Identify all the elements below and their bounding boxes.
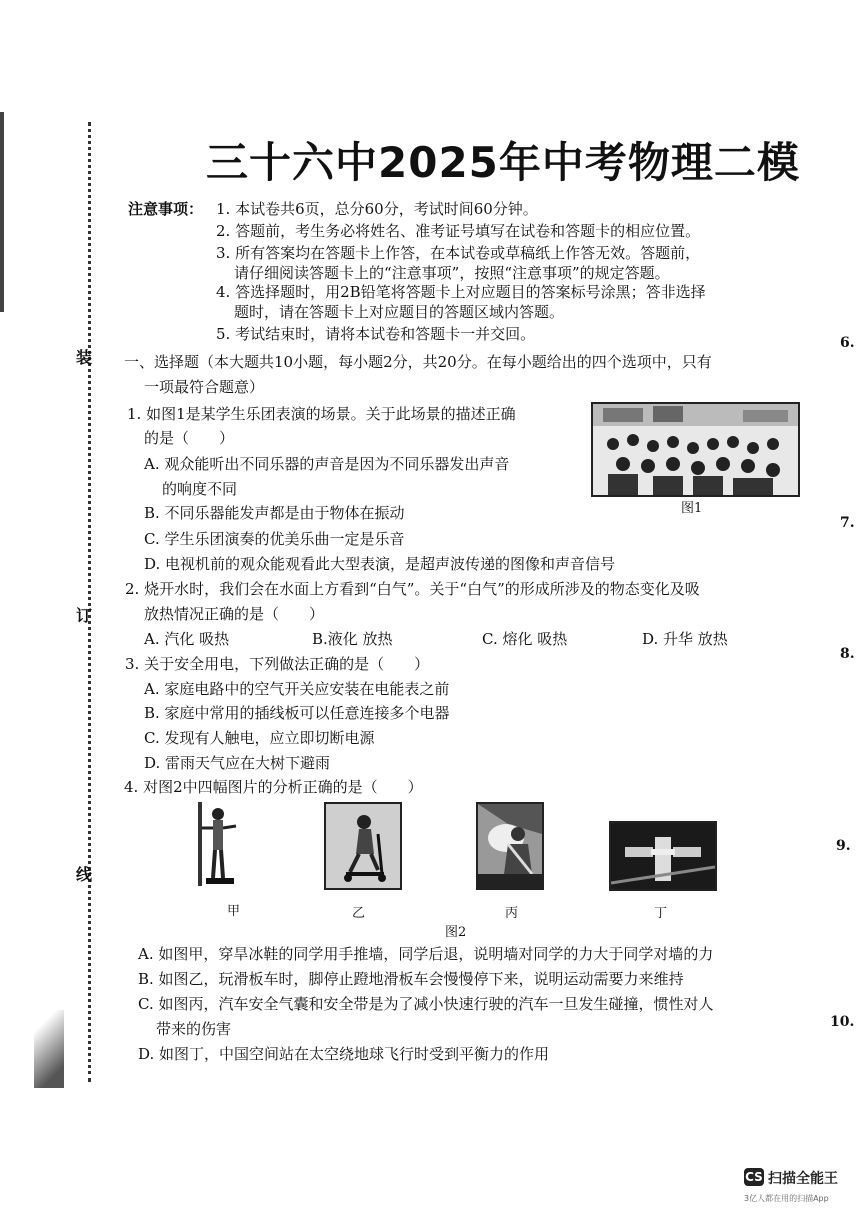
figure-2-caption: 图2 bbox=[445, 925, 467, 940]
watermark-app-name: 扫描全能王 bbox=[768, 1171, 838, 1187]
right-question-6: 6. bbox=[840, 335, 855, 351]
notice-item-1: 1. 本试卷共6页，总分60分，考试时间60分钟。 bbox=[216, 200, 538, 218]
left-edge-stripe bbox=[0, 112, 4, 312]
figure-2-label-jia: 甲 bbox=[227, 904, 241, 919]
notice-item-5: 5. 考试结束时，请将本试卷和答题卡一并交回。 bbox=[216, 325, 536, 343]
notice-label: 注意事项： bbox=[128, 200, 204, 218]
space-station-illustration bbox=[611, 823, 715, 889]
q1-stem-cont: 的是（ ） bbox=[144, 429, 235, 447]
q2-option-b: B.液化 放热 bbox=[312, 630, 393, 648]
orchestra-illustration bbox=[593, 404, 798, 495]
q4-option-a: A. 如图甲，穿旱冰鞋的同学用手推墙，同学后退，说明墙对同学的力大于同学对墙的力 bbox=[138, 945, 714, 963]
watermark-tagline: 3亿人都在用的扫描App bbox=[744, 1194, 829, 1203]
figure-2-jia-image bbox=[198, 802, 242, 886]
binding-dotted-line bbox=[88, 122, 91, 1082]
right-question-7: 7. bbox=[840, 515, 855, 531]
figure-2-bing-image bbox=[476, 802, 544, 890]
gutter-ding: 订 bbox=[76, 606, 93, 625]
figure-2-label-yi: 乙 bbox=[352, 906, 366, 921]
figure-1-caption: 图1 bbox=[681, 501, 703, 516]
q2-option-a: A. 汽化 吸热 bbox=[144, 630, 230, 648]
q4-option-b: B. 如图乙，玩滑板车时，脚停止蹬地滑板车会慢慢停下来，说明运动需要力来维持 bbox=[138, 970, 684, 988]
page-title: 三十六中2025年中考物理二模 bbox=[206, 138, 800, 187]
notice-item-3: 3. 所有答案均在答题卡上作答，在本试卷或草稿纸上作答无效。答题前， bbox=[216, 244, 701, 262]
q4-stem: 4. 对图2中四幅图片的分析正确的是（ ） bbox=[124, 778, 423, 796]
skater-pushing-wall-illustration bbox=[198, 802, 242, 886]
q2-stem-cont: 放热情况正确的是（ ） bbox=[144, 605, 325, 623]
airbag-seatbelt-illustration bbox=[478, 804, 542, 888]
figure-2-label-bing: 丙 bbox=[505, 906, 519, 921]
corner-shadow bbox=[34, 1010, 64, 1088]
q3-option-c: C. 发现有人触电，应立即切断电源 bbox=[144, 729, 375, 747]
q3-option-a: A. 家庭电路中的空气开关应安装在电能表之前 bbox=[144, 680, 450, 698]
q3-option-b: B. 家庭中常用的插线板可以任意连接多个电器 bbox=[144, 704, 450, 722]
right-question-9: 9. bbox=[836, 838, 851, 854]
right-question-10: 10. bbox=[830, 1014, 855, 1030]
figure-2-ding-image bbox=[609, 821, 717, 891]
q4-option-c-cont: 带来的伤害 bbox=[156, 1020, 232, 1038]
q1-option-a: A. 观众能听出不同乐器的声音是因为不同乐器发出声音 bbox=[144, 455, 510, 473]
q1-option-a-cont: 的响度不同 bbox=[162, 480, 238, 498]
scooter-rider-illustration bbox=[326, 804, 400, 888]
q1-option-c: C. 学生乐团演奏的优美乐曲一定是乐音 bbox=[144, 530, 405, 548]
q4-option-d: D. 如图丁，中国空间站在太空绕地球飞行时受到平衡力的作用 bbox=[138, 1045, 550, 1063]
right-question-8: 8. bbox=[840, 646, 855, 662]
q1-option-b: B. 不同乐器能发声都是由于物体在振动 bbox=[144, 504, 405, 522]
notice-item-2: 2. 答题前，考生务必将姓名、准考证号填写在试卷和答题卡的相应位置。 bbox=[216, 222, 701, 240]
section1-heading-cont: 一项最符合题意） bbox=[144, 378, 265, 396]
q1-option-d: D. 电视机前的观众能观看此大型表演，是超声波传递的图像和声音信号 bbox=[144, 555, 616, 573]
notice-item-4-cont: 题时，请在答题卡上对应题目的答题区域内答题。 bbox=[234, 303, 565, 321]
q4-option-c: C. 如图丙，汽车安全气囊和安全带是为了减小快速行驶的汽车一旦发生碰撞，惯性对人 bbox=[138, 995, 714, 1013]
figure-1-orchestra-photo bbox=[591, 402, 800, 497]
section1-heading: 一、选择题（本大题共10小题，每小题2分，共20分。在每小题给出的四个选项中，只有 bbox=[124, 353, 712, 371]
figure-2-label-ding: 丁 bbox=[654, 906, 668, 921]
figure-2-yi-image bbox=[324, 802, 402, 890]
q1-stem: 1. 如图1是某学生乐团表演的场景。关于此场景的描述正确 bbox=[127, 405, 516, 423]
q2-option-c: C. 熔化 吸热 bbox=[482, 630, 568, 648]
q3-option-d: D. 雷雨天气应在大树下避雨 bbox=[144, 754, 331, 772]
gutter-xian: 线 bbox=[76, 865, 93, 884]
notice-item-3-cont: 请仔细阅读答题卡上的“注意事项”，按照“注意事项”的规定答题。 bbox=[234, 264, 670, 282]
q2-option-d: D. 升华 放热 bbox=[642, 630, 728, 648]
gutter-zhuang: 装 bbox=[76, 348, 93, 367]
q3-stem: 3. 关于安全用电，下列做法正确的是（ ） bbox=[125, 655, 430, 673]
camscanner-logo-icon: CS bbox=[745, 1170, 763, 1184]
q2-stem: 2. 烧开水时，我们会在水面上方看到“白气”。关于“白气”的形成所涉及的物态变化及吸 bbox=[125, 580, 700, 598]
notice-item-4: 4. 答选择题时，用2B铅笔将答题卡上对应题目的答案标号涂黑；答非选择 bbox=[216, 283, 706, 301]
